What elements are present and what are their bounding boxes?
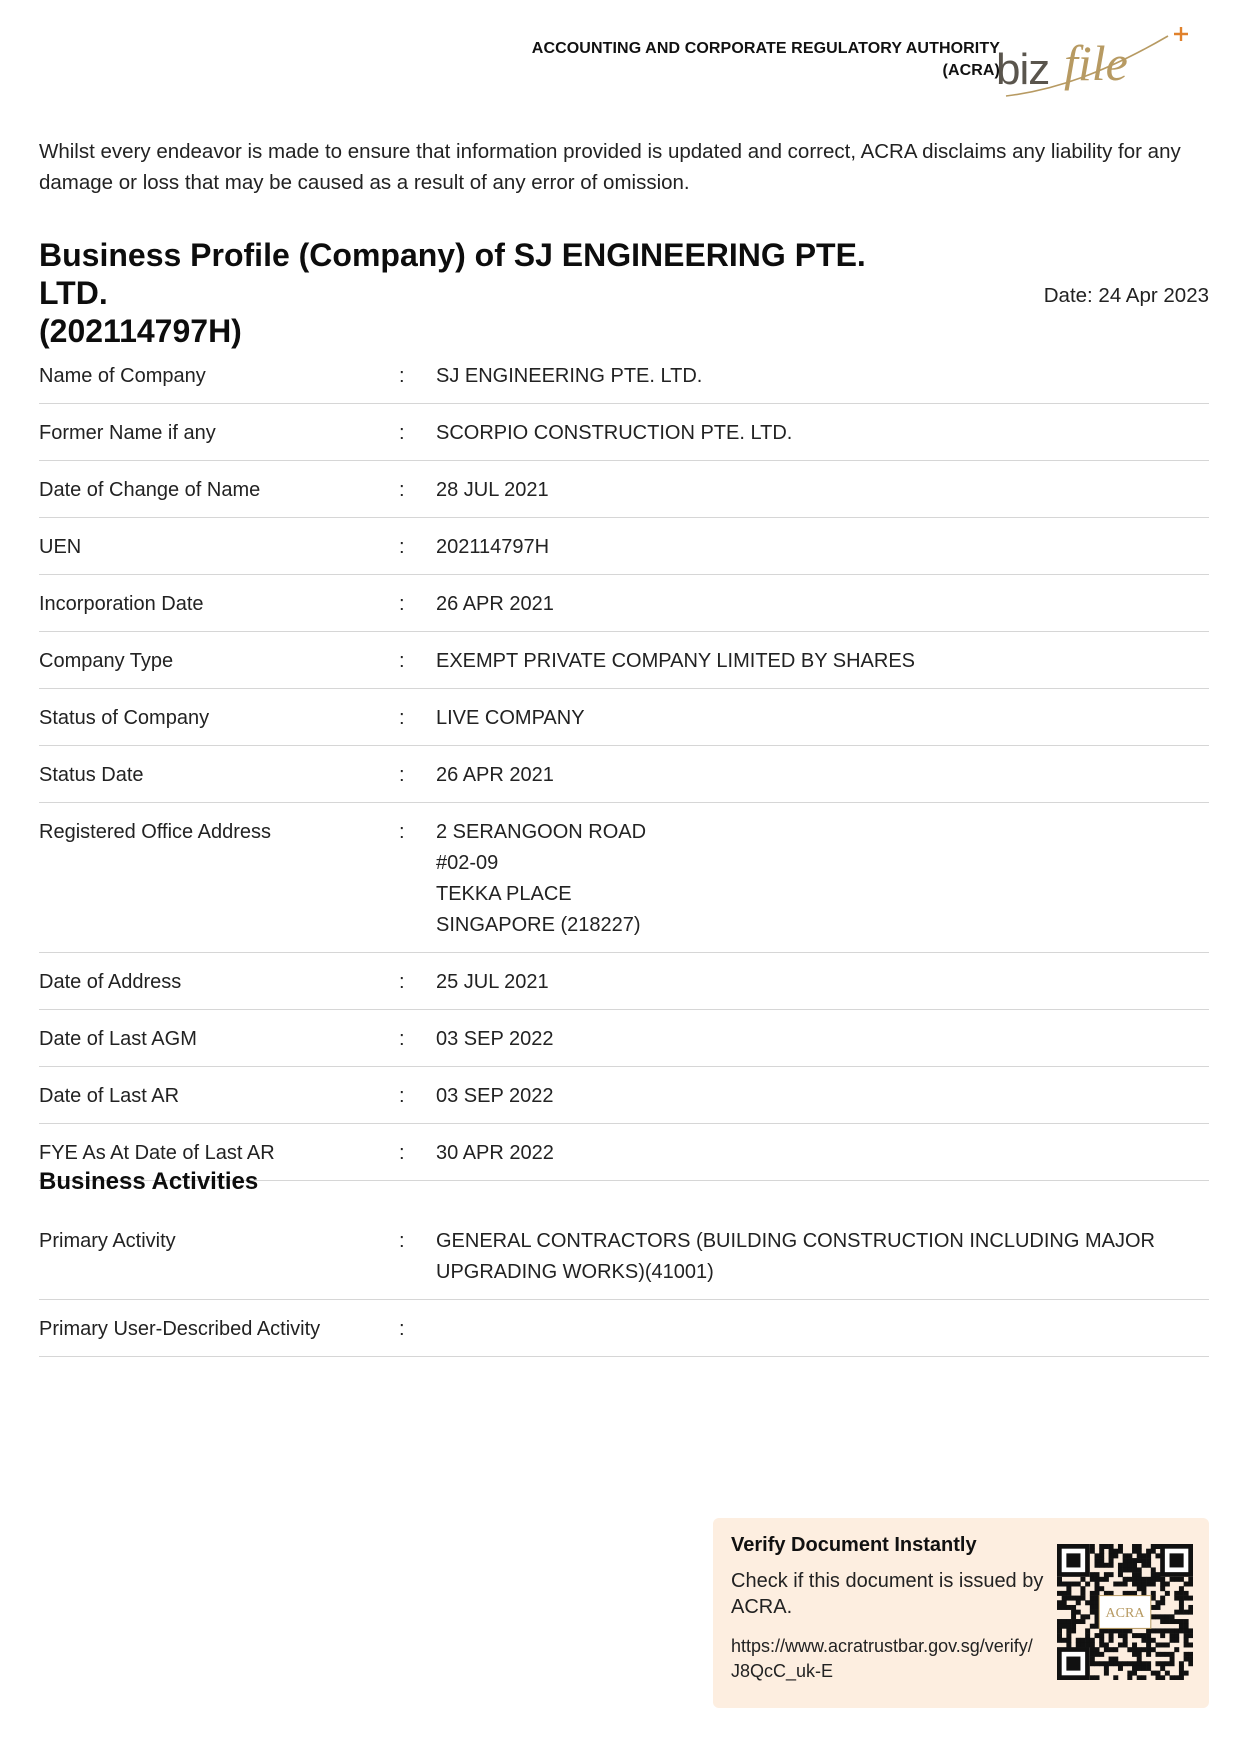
verify-description: Check if this document is issued by ACRA. xyxy=(731,1570,1044,1618)
table-row xyxy=(39,1067,1209,1124)
authority-abbreviation: (ACRA) xyxy=(942,62,1000,79)
field-separator: : xyxy=(399,365,405,387)
title-company-name: Business Profile (Company) of SJ ENGINEERING PTE. LTD. xyxy=(39,237,866,311)
address-line: SINGAPORE (218227) xyxy=(436,914,641,936)
table-row xyxy=(39,404,1209,461)
field-separator: : xyxy=(399,422,405,444)
company-profile-table xyxy=(39,347,1209,1181)
field-separator: : xyxy=(399,1142,405,1164)
field-separator: : xyxy=(399,593,405,615)
verification-qr-code[interactable] xyxy=(1057,1544,1193,1680)
table-row xyxy=(39,1010,1209,1067)
field-value: 03 SEP 2022 xyxy=(436,1028,554,1050)
business-activities-table xyxy=(39,1212,1209,1357)
field-value: 26 APR 2021 xyxy=(436,593,554,615)
disclaimer-text: Whilst every endeavor is made to ensure that information provided is updated and correct, ACRA disclaims any liability for any damage or loss that may be caused as a result of any error of omission. xyxy=(39,140,1181,194)
field-label: Date of Change of Name xyxy=(39,479,261,501)
field-label: Incorporation Date xyxy=(39,593,204,615)
title-uen: (202114797H) xyxy=(39,313,242,349)
svg-text:file: file xyxy=(1064,35,1128,91)
field-label: Status of Company xyxy=(39,707,210,729)
field-label: Former Name if any xyxy=(39,422,216,444)
verify-link[interactable]: https://www.acratrustbar.gov.sg/verify/J8QcC_uk-E xyxy=(731,1636,1033,1681)
table-row xyxy=(39,347,1209,404)
print-date: Date: 24 Apr 2023 xyxy=(1043,284,1209,307)
field-label: UEN xyxy=(39,536,82,558)
verify-document-panel xyxy=(713,1518,1209,1708)
field-value: EXEMPT PRIVATE COMPANY LIMITED BY SHARES xyxy=(436,650,916,672)
table-row xyxy=(39,953,1209,1010)
field-label: FYE As At Date of Last AR xyxy=(39,1142,275,1164)
field-separator: : xyxy=(399,650,405,672)
section-title-business-activities: Business Activities xyxy=(39,1168,259,1195)
svg-text:biz: biz xyxy=(996,45,1050,94)
field-value: 03 SEP 2022 xyxy=(436,1085,554,1107)
field-label: Name of Company xyxy=(39,365,206,387)
verify-heading: Verify Document Instantly xyxy=(731,1534,977,1556)
table-row xyxy=(39,632,1209,689)
bizfile-logo xyxy=(996,22,1196,102)
table-row xyxy=(39,689,1209,746)
address-line: TEKKA PLACE xyxy=(436,883,572,905)
field-separator: : xyxy=(399,764,405,786)
field-value: SJ ENGINEERING PTE. LTD. xyxy=(436,365,703,387)
field-label: Date of Address xyxy=(39,971,182,993)
table-row xyxy=(39,1300,1209,1357)
field-separator: : xyxy=(399,971,405,993)
table-row xyxy=(39,803,1209,953)
field-separator: : xyxy=(399,1318,405,1340)
field-value: 202114797H xyxy=(436,536,550,558)
field-label: Registered Office Address xyxy=(39,821,271,843)
field-separator: : xyxy=(399,1028,405,1050)
field-value: 25 JUL 2021 xyxy=(436,971,549,993)
field-value: 26 APR 2021 xyxy=(436,764,554,786)
field-value xyxy=(436,1226,1209,1288)
table-row xyxy=(39,461,1209,518)
value-line: GENERAL CONTRACTORS (BUILDING CONSTRUCTION INCLUDING MAJOR xyxy=(436,1230,1155,1252)
field-label: Status Date xyxy=(39,764,144,786)
table-row xyxy=(39,746,1209,803)
address-line: 2 SERANGOON ROAD xyxy=(436,821,647,843)
field-label: Company Type xyxy=(39,650,174,672)
registered-address xyxy=(436,817,1209,941)
field-separator: : xyxy=(399,1230,405,1252)
field-value: 30 APR 2022 xyxy=(436,1142,554,1164)
field-label: Date of Last AGM xyxy=(39,1028,197,1050)
field-label: Primary User-Described Activity xyxy=(39,1318,321,1340)
authority-name xyxy=(440,38,1000,82)
field-separator: : xyxy=(399,821,405,843)
table-row xyxy=(39,575,1209,632)
field-label: Date of Last AR xyxy=(39,1085,180,1107)
field-separator: : xyxy=(399,479,405,501)
field-label: Primary Activity xyxy=(39,1230,176,1252)
field-value: SCORPIO CONSTRUCTION PTE. LTD. xyxy=(436,422,793,444)
field-separator: : xyxy=(399,1085,405,1107)
authority-line: ACCOUNTING AND CORPORATE REGULATORY AUTHORITY xyxy=(531,40,1000,57)
field-value: 28 JUL 2021 xyxy=(436,479,549,501)
table-row xyxy=(39,518,1209,575)
field-value: LIVE COMPANY xyxy=(436,707,585,729)
qr-badge-text: ACRA xyxy=(1105,1606,1145,1622)
address-line: #02-09 xyxy=(436,852,499,874)
field-separator: : xyxy=(399,536,405,558)
table-row xyxy=(39,1212,1209,1300)
page-title xyxy=(39,236,939,350)
value-line: UPGRADING WORKS)(41001) xyxy=(436,1261,714,1283)
field-separator: : xyxy=(399,707,405,729)
